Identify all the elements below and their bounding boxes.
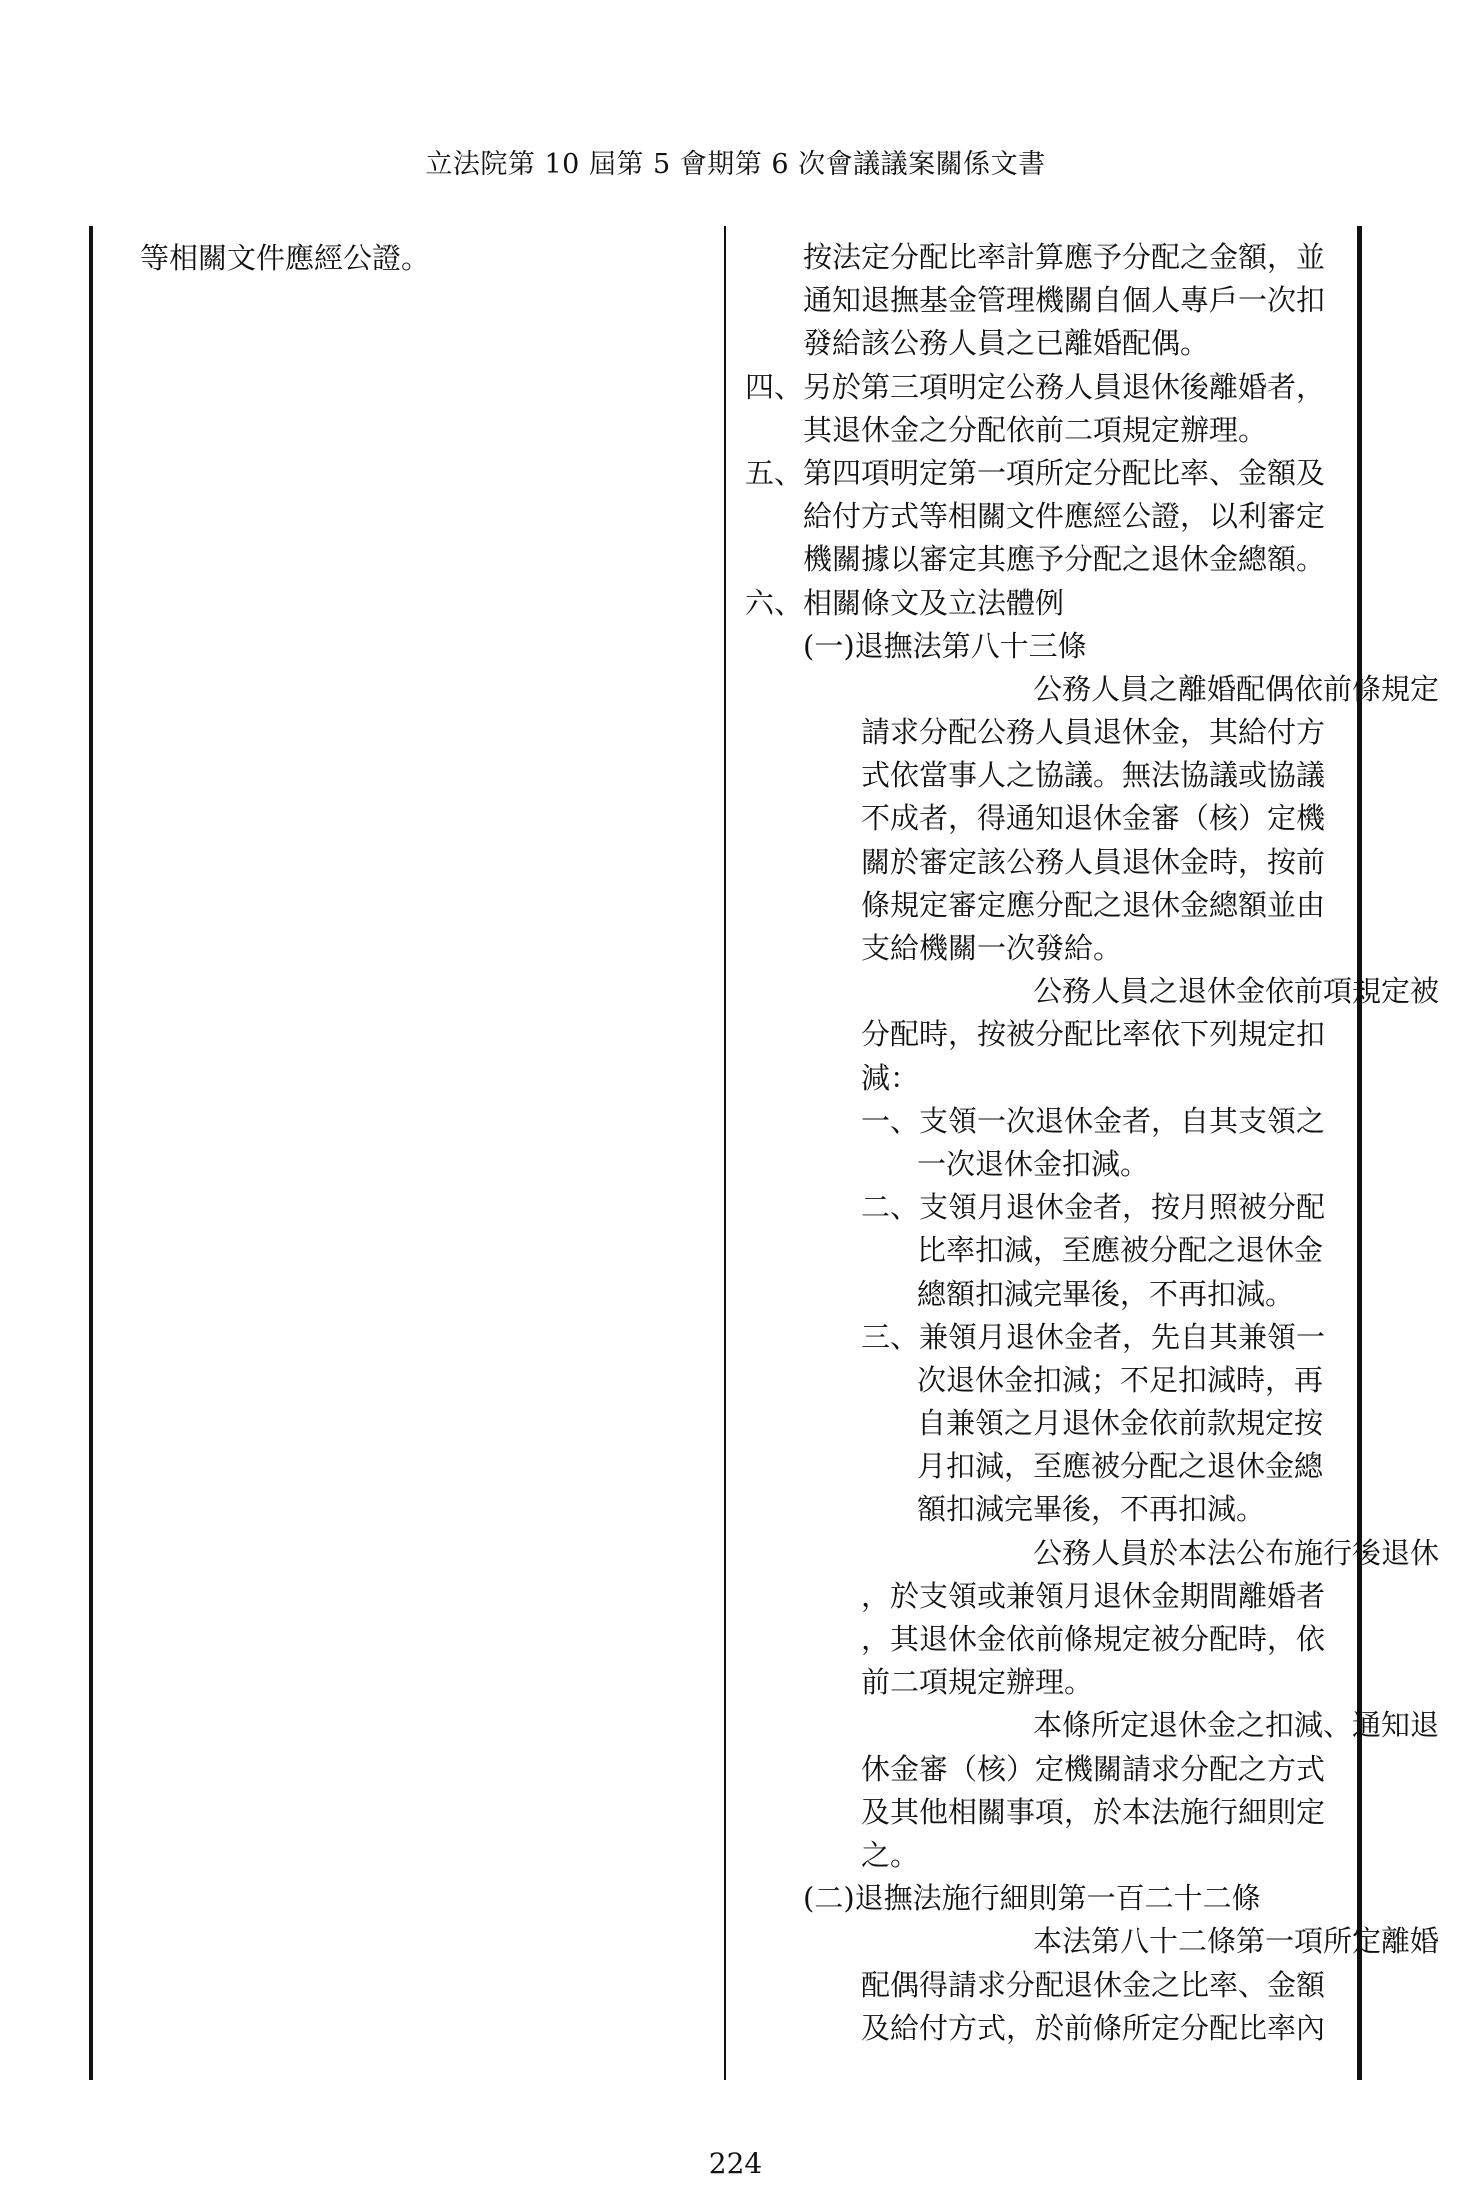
column-divider-rule <box>724 226 726 2080</box>
text-line: 關於審定該公務人員退休金時，按前 <box>861 844 1326 879</box>
text-line: 自兼領之月退休金依前款規定按 <box>917 1406 1324 1441</box>
text-line: 請求分配公務人員退休金，其給付方 <box>861 715 1326 750</box>
text-line: 公務人員於本法公布施行後退休 <box>1033 1535 1440 1570</box>
document-header: 立法院第 10 屆第 5 會期第 6 次會議議案關係文書 <box>425 149 1046 180</box>
text-line: 本條所定退休金之扣減、通知退 <box>1033 1708 1440 1743</box>
text-line: 式依當事人之協議。無法協議或協議 <box>861 758 1326 793</box>
text-line: 支給機關一次發給。 <box>861 931 1123 965</box>
text-line: 總額扣減完畢後，不再扣減。 <box>917 1276 1295 1311</box>
text-line: 月扣減，至應被分配之退休金總 <box>917 1449 1324 1484</box>
text-line: ，其退休金依前條規定被分配時，依 <box>861 1622 1326 1656</box>
left-border-rule <box>89 226 93 2080</box>
page-number: 224 <box>708 2147 763 2180</box>
text-line: 三、兼領月退休金者，先自其兼領一 <box>861 1319 1326 1354</box>
right-border-rule <box>1357 226 1362 2080</box>
text-line: 給付方式等相關文件應經公證，以利審定 <box>803 499 1326 534</box>
text-line: 本法第八十二條第一項所定離婚 <box>1033 1924 1440 1959</box>
text-line: 及其他相關事項，於本法施行細則定 <box>861 1794 1326 1829</box>
text-line: 其退休金之分配依前二項規定辦理。 <box>803 412 1268 447</box>
right-column-explanation <box>745 236 1440 2050</box>
text-line: 休金審（核）定機關請求分配之方式 <box>861 1751 1326 1786</box>
text-line: 五、第四項明定第一項所定分配比率、金額及 <box>745 455 1326 490</box>
left-column-text: 等相關文件應經公證。 <box>140 241 431 275</box>
text-line: 發給該公務人員之已離婚配偶。 <box>803 326 1210 361</box>
text-line: 配偶得請求分配退休金之比率、金額 <box>861 1967 1326 2002</box>
text-line: 六、相關條文及立法體例 <box>745 585 1065 620</box>
text-line: 前二項規定辦理。 <box>861 1665 1094 1700</box>
text-line: 公務人員之離婚配偶依前條規定 <box>1033 671 1440 706</box>
text-line: 不成者，得通知退休金審（核）定機 <box>861 801 1326 836</box>
text-line: ，於支領或兼領月退休金期間離婚者 <box>861 1578 1326 1613</box>
text-line: 公務人員之退休金依前項規定被 <box>1033 974 1440 1009</box>
text-line: 額扣減完畢後，不再扣減。 <box>917 1492 1266 1527</box>
text-line: 一、支領一次退休金者，自其支領之 <box>861 1103 1326 1138</box>
text-line: (一)退撫法第八十三條 <box>803 628 1087 663</box>
text-line: 減： <box>861 1060 920 1095</box>
text-line: 分配時，按被分配比率依下列規定扣 <box>861 1017 1326 1052</box>
text-line: 通知退撫基金管理機關自個人專戶一次扣 <box>803 283 1326 318</box>
text-line: 二、支領月退休金者，按月照被分配 <box>861 1190 1326 1225</box>
text-line: 及給付方式，於前條所定分配比率內 <box>861 2010 1326 2045</box>
text-line: 條規定審定應分配之退休金總額並由 <box>861 887 1326 922</box>
text-line: 比率扣減，至應被分配之退休金 <box>917 1233 1324 1268</box>
text-line: 一次退休金扣減。 <box>917 1146 1150 1181</box>
text-line: 四、另於第三項明定公務人員退休後離婚者， <box>745 369 1326 404</box>
text-line: 次退休金扣減；不足扣減時，再 <box>917 1362 1324 1397</box>
text-line: 機關據以審定其應予分配之退休金總額。 <box>803 542 1326 577</box>
text-line: (二)退撫法施行細則第一百二十二條 <box>803 1881 1261 1916</box>
text-line: 之。 <box>861 1837 920 1872</box>
text-line: 按法定分配比率計算應予分配之金額，並 <box>803 240 1326 274</box>
